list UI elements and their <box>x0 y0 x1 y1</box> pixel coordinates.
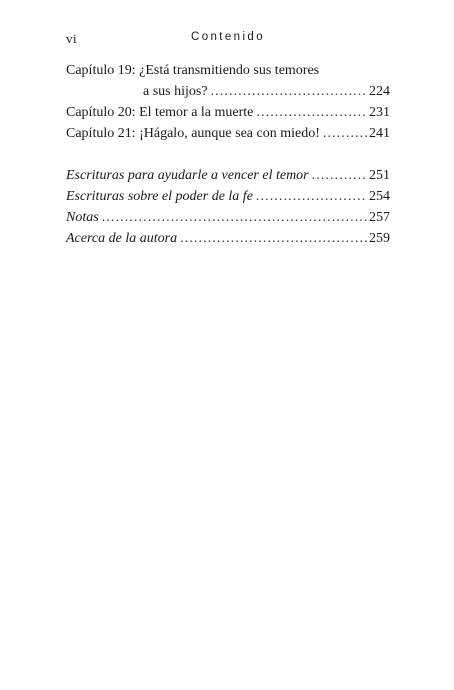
back-matter-list <box>66 165 390 249</box>
dot-leader <box>323 123 367 144</box>
toc-entry-page: 259 <box>369 231 390 246</box>
toc-entry-label: Capítulo 19: ¿Está transmitiendo sus temores <box>66 63 320 78</box>
page-number: vi <box>66 31 78 46</box>
toc-entry-page: 254 <box>369 189 390 204</box>
toc-entry-escrituras-fe[interactable] <box>66 186 390 207</box>
toc-entry-chapter-19[interactable] <box>66 81 390 102</box>
toc-entry-page: 257 <box>369 210 390 225</box>
toc-entry-label: Notas <box>66 210 99 225</box>
dot-leader <box>211 81 367 102</box>
dot-leader <box>180 228 367 249</box>
toc-entry-chapter-19-line1 <box>66 60 390 81</box>
table-of-contents <box>66 60 390 249</box>
toc-entry-label: Escrituras para ayudarle a vencer el temor <box>66 168 309 183</box>
toc-entry-page: 251 <box>369 168 390 183</box>
toc-entry-escrituras-temor[interactable] <box>66 165 390 186</box>
toc-entry-chapter-21[interactable] <box>66 123 390 144</box>
toc-entry-label: Escrituras sobre el poder de la fe <box>66 189 253 204</box>
dot-leader <box>256 102 367 123</box>
section-spacer <box>66 144 390 165</box>
toc-entry-page: 231 <box>369 105 390 120</box>
running-head <box>66 31 390 47</box>
toc-entry-label: Capítulo 21: ¡Hágalo, aunque sea con miedo! <box>66 126 320 141</box>
section-title: Contenido <box>190 31 266 43</box>
dot-leader <box>312 165 367 186</box>
toc-entry-page: 241 <box>369 126 390 141</box>
dot-leader <box>256 186 367 207</box>
toc-entry-label: a sus hijos? <box>143 84 208 99</box>
toc-entry-label: Acerca de la autora <box>66 231 178 246</box>
toc-entry-label: Capítulo 20: El temor a la muerte <box>66 105 254 120</box>
toc-entry-acerca-autora[interactable] <box>66 228 390 249</box>
toc-entry-page: 224 <box>369 84 390 99</box>
toc-entry-notas[interactable] <box>66 207 390 228</box>
toc-entry-chapter-20[interactable] <box>66 102 390 123</box>
dot-leader <box>102 207 367 228</box>
